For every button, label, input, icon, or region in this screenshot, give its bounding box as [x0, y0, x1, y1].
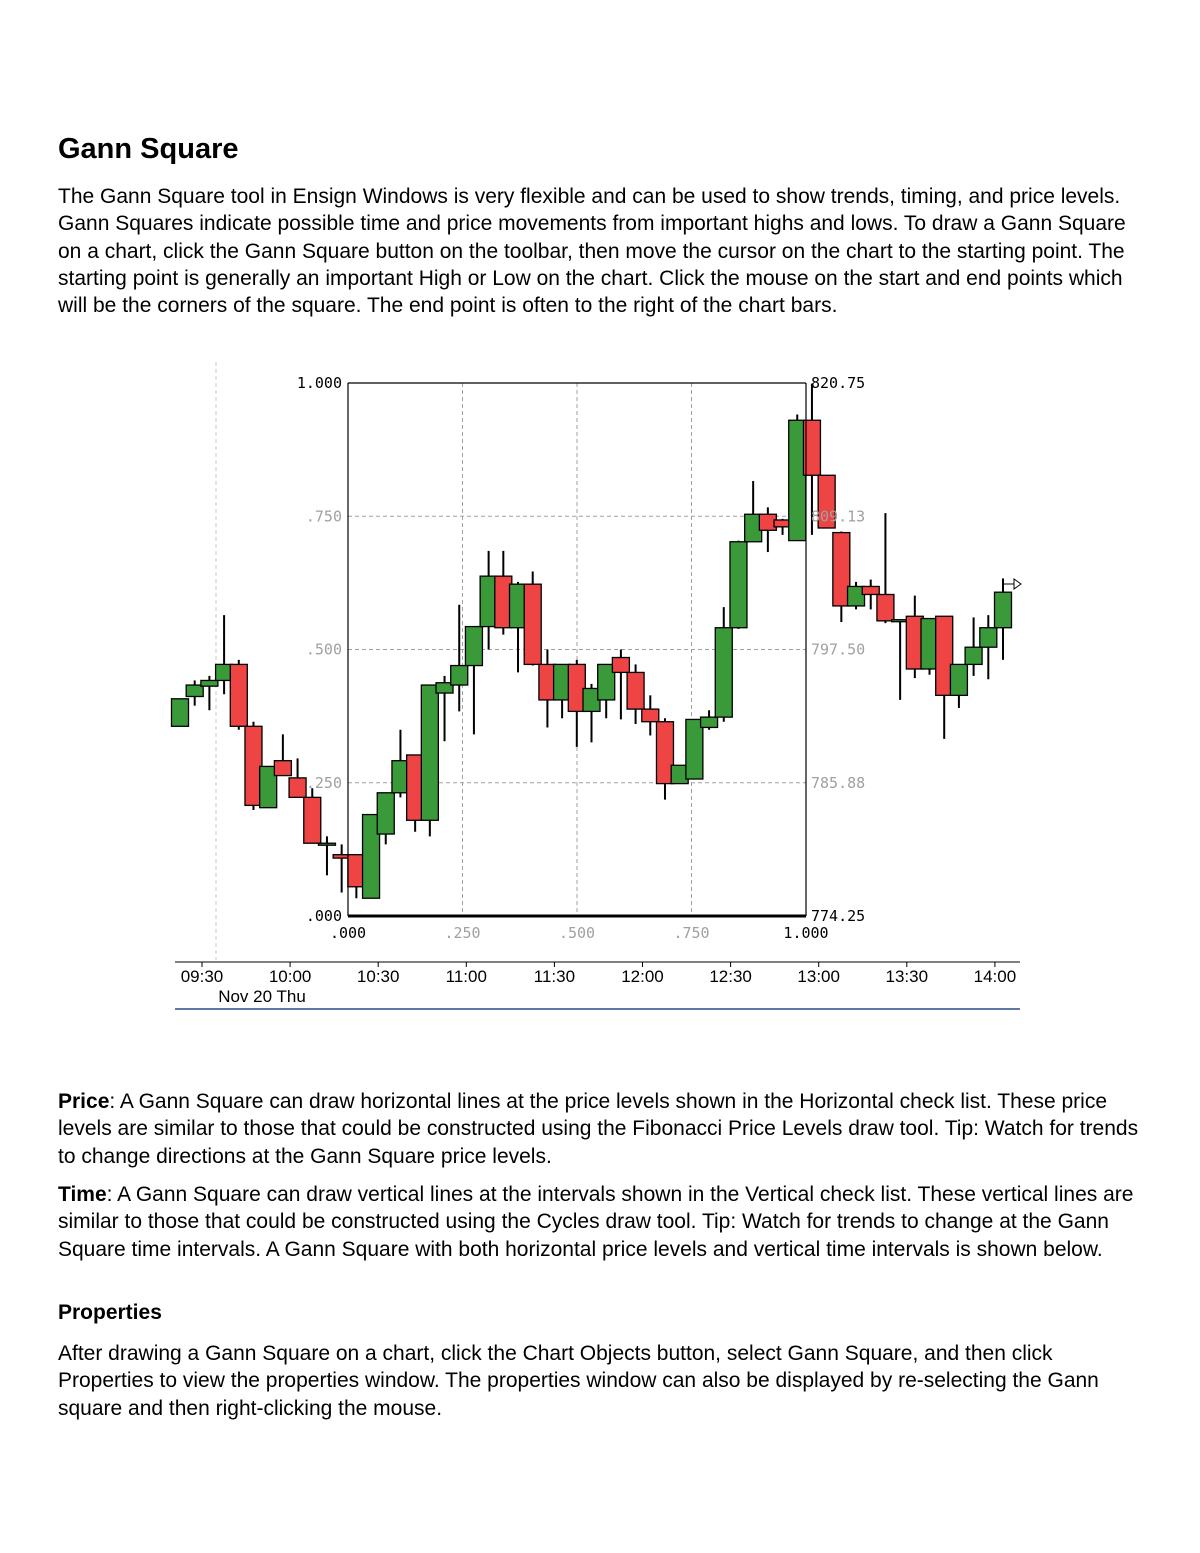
properties-heading: Properties: [58, 1301, 162, 1324]
date-label: Nov 20 Thu: [218, 987, 306, 1006]
candle-body: [524, 584, 541, 664]
candle-body: [289, 778, 306, 797]
candle-body: [318, 843, 335, 845]
intro-paragraph: The Gann Square tool in Ensign Windows is very flexible and can be used to show trends, timing, and price levels. Gann Squares indicate possible time and price movements from important highs and lows. To draw a Gann Square on a chart, click the Gann Square button on the toolbar, then move the cursor on the chart to the starting point. The starting point is generally an important High or Low on the chart. Click the mouse on the start and end points which will be the corners of the square. The end point is often to the right of the chart bars.: [58, 185, 1126, 318]
candle-body: [377, 793, 394, 834]
gann-bottom-label: .250: [444, 924, 481, 942]
gann-bottom-label: .000: [329, 924, 367, 942]
price-label: Price: [58, 1090, 110, 1113]
time-label: 12:00: [621, 967, 664, 986]
candle-body: [230, 664, 247, 726]
candle-body: [730, 542, 747, 628]
candle-body: [612, 658, 629, 673]
time-label: 11:30: [533, 967, 576, 986]
candle-body: [421, 685, 438, 820]
gann-price-label: 809.13: [811, 507, 866, 526]
candle-body: [201, 680, 218, 686]
time-label: 10:00: [268, 967, 312, 986]
candle-body: [995, 592, 1012, 628]
candlestick-series: [172, 384, 1012, 899]
time-label: 09:30: [180, 967, 224, 986]
time-label: 12:30: [709, 967, 752, 986]
time-label: 13:30: [885, 967, 929, 986]
candle-body: [304, 797, 321, 843]
time-label: Time: [58, 1183, 107, 1206]
candle-body: [274, 761, 291, 776]
time-axis: [175, 962, 1020, 1009]
candle-body: [465, 627, 482, 666]
gann-bottom-label: 1.000: [783, 924, 829, 942]
gann-price-label: 820.75: [811, 374, 866, 392]
gann-left-label: .750: [305, 507, 342, 526]
time-label: 11:00: [445, 967, 487, 986]
candle-body: [965, 647, 982, 664]
gann-bottom-label: .500: [558, 924, 596, 942]
gann-labels: [297, 374, 865, 942]
time-label: 10:30: [356, 967, 400, 986]
gann-left-label: 1.000: [296, 374, 342, 392]
candle-body: [715, 628, 732, 717]
price-paragraph: [58, 1088, 1148, 1170]
page-title: Gann Square: [58, 133, 239, 165]
time-label: 13:00: [797, 967, 840, 986]
price-text: : A Gann Square can draw horizontal lines at the price levels shown in the Horizontal check list. These price levels are similar to those that could be constructed using the Fibonacci Price Levels draw tool. Tip: Watch for trends to change directions at the Gann Square price levels.: [58, 1090, 1139, 1168]
gann-price-label: 774.25: [811, 907, 866, 925]
candle-body: [642, 709, 659, 722]
time-label: 14:00: [973, 967, 1017, 986]
candle-body: [877, 594, 894, 620]
candle-body: [451, 666, 468, 685]
candle-body: [701, 717, 718, 727]
gann-bottom-label: .750: [673, 924, 710, 942]
candle-body: [980, 628, 997, 647]
time-paragraph: [58, 1181, 1148, 1263]
candle-body: [686, 719, 703, 779]
gann-left-label: .500: [305, 640, 342, 659]
candle-body: [627, 672, 644, 709]
candle-body: [172, 699, 189, 727]
gann-left-label: .250: [305, 773, 342, 792]
gann-left-label: .000: [305, 907, 342, 925]
gann-price-label: 785.88: [811, 773, 866, 792]
endpoint-arrow: [1014, 579, 1021, 589]
gann-price-label: 797.50: [811, 640, 866, 659]
properties-paragraph: After drawing a Gann Square on a chart, click the Chart Objects button, select Gann Square, and then click Properties to view the properties window. The properties window can also be displayed by re-selecting the Gann square and then right-clicking the mouse.: [58, 1342, 1099, 1420]
candle-body: [862, 586, 879, 594]
candle-body: [950, 664, 967, 695]
time-text: : A Gann Square can draw vertical lines at the intervals shown in the Vertical check list. These vertical lines are similar to those that could be constructed using the Cycles draw tool. Tip: Watch for trends to change at the Gann Square time intervals. A Gann Square with both horizontal price levels and vertical time intervals is shown below.: [58, 1183, 1134, 1261]
